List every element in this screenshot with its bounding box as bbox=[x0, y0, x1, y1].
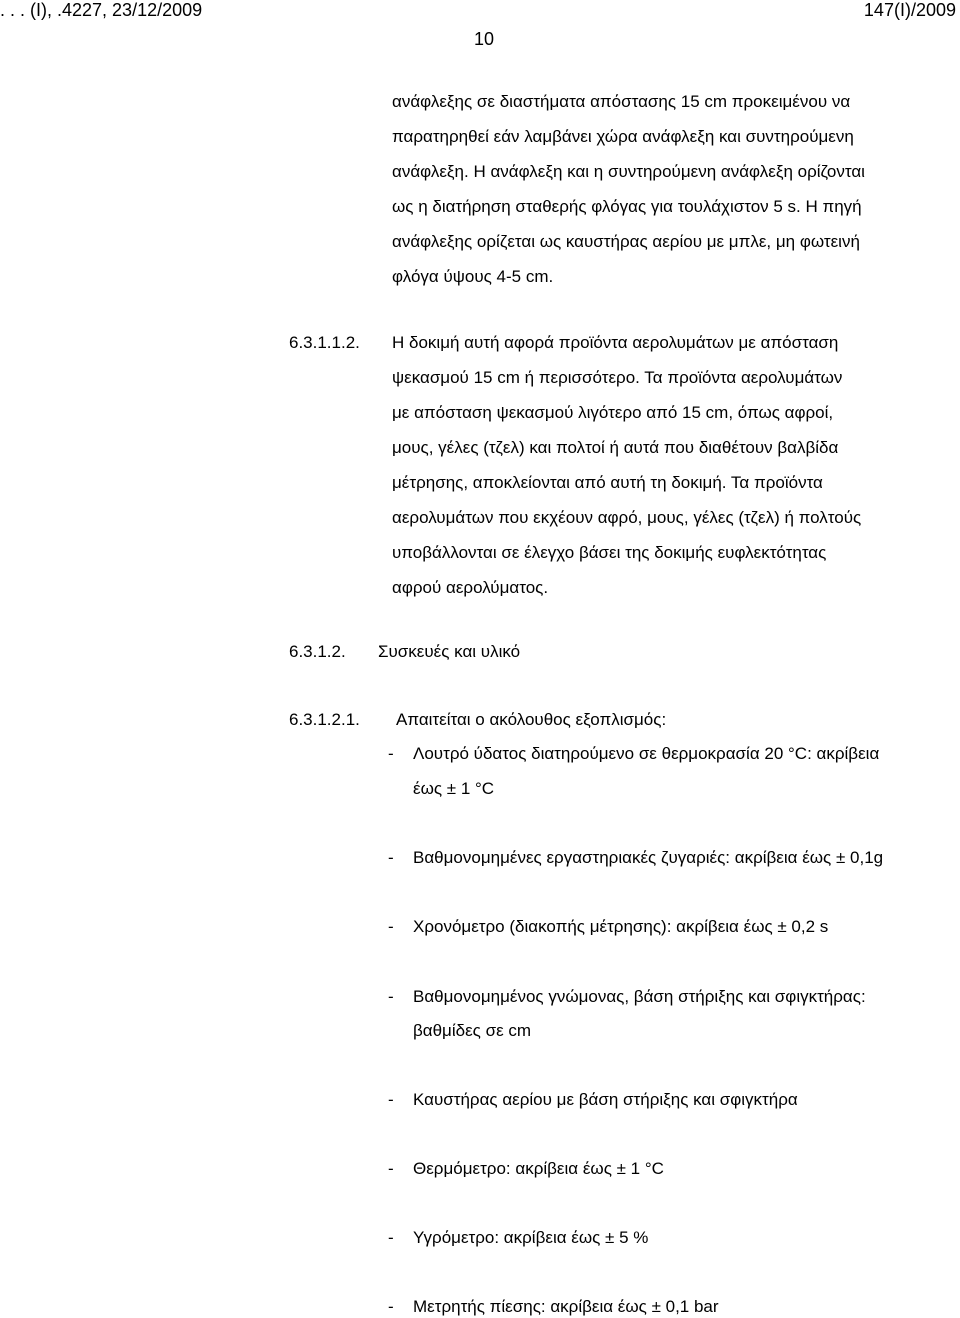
section-number: 6.3.1.2.1. bbox=[289, 710, 360, 729]
equipment-item-continuation: έως ± 1 °C bbox=[413, 779, 495, 798]
equipment-item: Χρονόμετρο (διακοπής μέτρησης): ακρίβεια έως ± 0,2 s bbox=[413, 917, 829, 936]
section-6-3-1-1-2-body bbox=[392, 333, 952, 613]
list-dash: - bbox=[388, 848, 394, 867]
equipment-list bbox=[388, 744, 958, 1314]
list-dash: - bbox=[388, 1159, 394, 1178]
equipment-item: Βαθμονομημένες εργαστηριακές ζυγαριές: ακρίβεια έως ± 0,1g bbox=[413, 848, 884, 867]
paragraph-line: παρατηρηθεί εάν λαμβάνει χώρα ανάφλεξη και συντηρούμενη bbox=[392, 127, 854, 146]
paragraph-line: αφρού αερολύματος. bbox=[392, 578, 549, 597]
list-dash: - bbox=[388, 1228, 394, 1247]
header-left: . . . (Ι), .4227, 23/12/2009 bbox=[0, 0, 203, 20]
paragraph-line: με απόσταση ψεκασμού λιγότερο από 15 cm, όπως αφροί, bbox=[392, 403, 834, 422]
paragraph-line: φλόγα ύψους 4-5 cm. bbox=[392, 267, 554, 286]
equipment-item: Μετρητής πίεσης: ακρίβεια έως ± 0,1 bar bbox=[413, 1297, 719, 1316]
equipment-item: Λουτρό ύδατος διατηρούμενο σε θερμοκρασία 20 °C: ακρίβεια bbox=[413, 744, 880, 763]
paragraph-line: μέτρησης, αποκλείονται από αυτή τη δοκιμή. Τα προϊόντα bbox=[392, 473, 823, 492]
section-title: Συσκευές και υλικό bbox=[378, 642, 521, 661]
paragraph-line: υποβάλλονται σε έλεγχο βάσει της δοκιμής ευφλεκτότητας bbox=[392, 543, 827, 562]
paragraph-line: αερολυμάτων που εκχέουν αφρό, μους, γέλες (τζελ) ή πολτούς bbox=[392, 508, 862, 527]
paragraph-line: ανάφλεξης ορίζεται ως καυστήρας αερίου με μπλε, μη φωτεινή bbox=[392, 232, 860, 251]
equipment-item-continuation: βαθμίδες σε cm bbox=[413, 1021, 532, 1040]
equipment-intro: Απαιτείται ο ακόλουθος εξοπλισμός: bbox=[396, 710, 667, 729]
section-number: 6.3.1.1.2. bbox=[289, 333, 360, 352]
list-dash: - bbox=[388, 1297, 394, 1316]
page-number: 10 bbox=[474, 29, 495, 49]
equipment-item: Καυστήρας αερίου με βάση στήριξης και σφιγκτήρα bbox=[413, 1090, 798, 1109]
equipment-item: Θερμόμετρο: ακρίβεια έως ± 1 °C bbox=[413, 1159, 664, 1178]
list-dash: - bbox=[388, 917, 394, 936]
section-number: 6.3.1.2. bbox=[289, 642, 346, 661]
intro-paragraph bbox=[392, 92, 952, 302]
paragraph-line: ανάφλεξη. Η ανάφλεξη και η συντηρούμενη ανάφλεξη ορίζονται bbox=[392, 162, 865, 181]
list-dash: - bbox=[388, 987, 394, 1006]
list-dash: - bbox=[388, 744, 394, 763]
list-dash: - bbox=[388, 1090, 394, 1109]
header-right: 147(I)/2009 bbox=[863, 0, 956, 20]
paragraph-line: Η δοκιμή αυτή αφορά προϊόντα αερολυμάτων με απόσταση bbox=[392, 333, 839, 352]
paragraph-line: μους, γέλες (τζελ) και πολτοί ή αυτά που διαθέτουν βαλβίδα bbox=[392, 438, 839, 457]
equipment-item: Βαθμονομημένος γνώμονας, βάση στήριξης και σφιγκτήρας: bbox=[413, 987, 866, 1006]
equipment-item: Υγρόμετρο: ακρίβεια έως ± 5 % bbox=[413, 1228, 649, 1247]
paragraph-line: ψεκασμού 15 cm ή περισσότερο. Τα προϊόντα αερολυμάτων bbox=[392, 368, 843, 387]
paragraph-line: ως η διατήρηση σταθερής φλόγας για τουλάχιστον 5 s. Η πηγή bbox=[392, 197, 862, 216]
paragraph-line: ανάφλεξης σε διαστήματα απόστασης 15 cm προκειμένου να bbox=[392, 92, 851, 111]
